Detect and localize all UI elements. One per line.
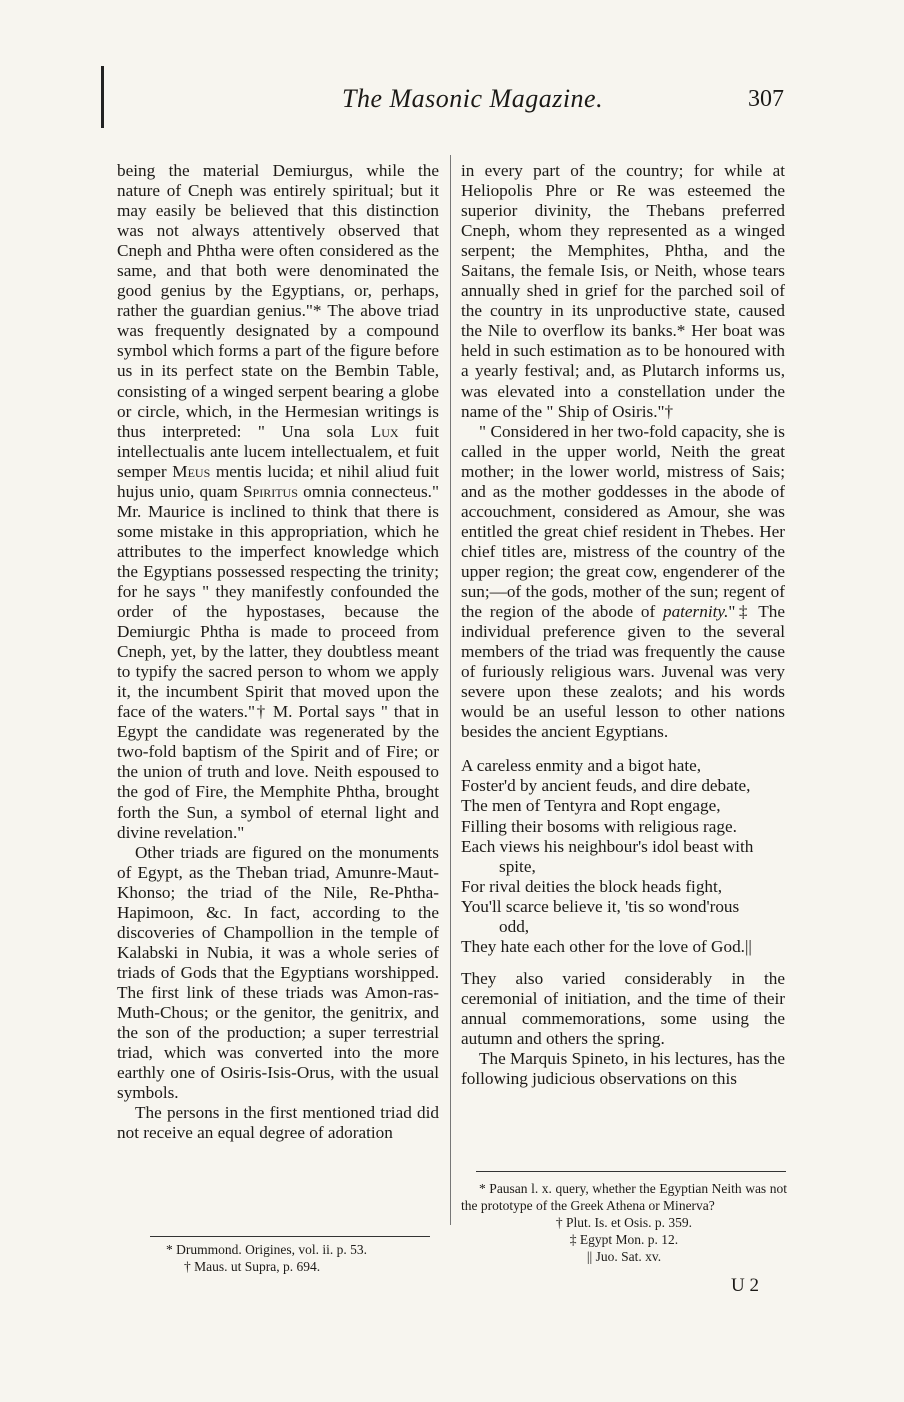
column-divider [450, 155, 451, 1225]
footnote: ‡ Egypt Mon. p. 12. [569, 1232, 679, 1247]
signature-mark: U 2 [731, 1275, 759, 1296]
footnotes-right [461, 1180, 787, 1265]
footnote: † Plut. Is. et Osis. p. 359. [555, 1215, 693, 1230]
footnote: * Pausan l. x. query, whether the Egyptian Neith was not the prototype of the Greek Athena or Minerva? [461, 1181, 787, 1213]
verse-line: They hate each other for the love of God.|| [461, 936, 752, 956]
right-paragraph-2: " Considered in her two-fold capacity, she is called in the upper world, Neith the great mother; in the lower world, mistress of Sais; and as the mother goddesses in the abode of accouchment, considered as Amour, she was entitled the great chief resident in Thebes. Her chief titles are, mistress of the country of the upper region; the great cow, engenderer of the sun;—of the gods, mother of the sun; regent of the region of the abode of paternity."‡ The individual preference given to the several members of the triad was frequently the cause of furiously religious wars. Juvenal was very severe upon these zealots; and his words would be an useful lesson to other nations besides the ancient Egyptians. [461, 421, 785, 742]
running-header-title: The Masonic Magazine. [342, 84, 604, 113]
right-column [461, 161, 785, 1089]
footnotes-left [154, 1241, 434, 1275]
verse-turnover: spite, [499, 856, 536, 876]
verse-turnover: odd, [499, 916, 530, 936]
verse-line: The men of Tentyra and Ropt engage, [461, 796, 721, 816]
verse-line: A careless enmity and a bigot hate, [461, 756, 702, 776]
right-paragraph-4: The Marquis Spineto, in his lectures, has the following judicious observations on this [461, 1049, 785, 1089]
right-paragraph-3: They also varied considerably in the ceremonial of initiation, and the time of their annual commemorations, some using the autumn and others the spring. [461, 968, 785, 1048]
footnote: * Drummond. Origines, vol. ii. p. 53. [166, 1242, 367, 1257]
footnote-rule-left [150, 1236, 430, 1237]
verse-line: You'll scarce believe it, 'tis so wond'rous [461, 896, 740, 916]
footnote: || Juo. Sat. xv. [586, 1249, 662, 1264]
left-paragraph-3: The persons in the first mentioned triad did not receive an equal degree of adoration [117, 1103, 439, 1143]
juvenal-verse [461, 756, 785, 956]
left-paragraph-2: Other triads are figured on the monuments of Egypt, as the Theban triad, Amunre-Maut-Khonso; the triad of the Nile, Re-Phtha-Hapimoon, &c. In fact, according to the discoveries of Champollion in the temple of Kalabski in Nubia, it was a whole series of triads of Gods that the Egyptians worshipped. The first link of these triads was Amon-ras-Muth-Chous; or the genitor, the genitrix, and the son of the production; a super terrestrial triad, which was converted into the more earthly one of Osiris-Isis-Orus, with the usual symbols. [117, 842, 439, 1103]
left-paragraph-1: being the material Demiurgus, while the nature of Cneph was entirely spiritual; but it may easily be believed that this distinction was not always attentively observed that Cneph and Phtha were often considered as the same, and that both were denominated the good genius by the Egyptians, or, perhaps, rather the guardian genius."* The above triad was frequently designated by a compound symbol which forms a part of the figure before us in its perfect state on the Bembin Table, consisting of a winged serpent bearing a globe or circle, which, in the Hermesian writings is thus interpreted: " Una sola Lux fuit intellectualis ante lucem intellectualem, et fuit semper Meus mentis lucida; et nihil aliud fuit hujus unio, quam Spiritus omnia connecteus." Mr. Maurice is inclined to think that there is some mistake in this appropriation, which he attributes to the imperfect knowledge which the Egyptians possessed respecting the trinity; for he says " they manifestly confounded the order of the hypostases, because the Demiurgic Phtha is made to proceed from Cneph, yet, by the latter, they doubtless meant to typify the sacred person to whom we apply it, the incumbent Spirit that moved upon the face of the waters."† M. Portal says " that in Egypt the candidate was regenerated by the two-fold baptism of the Spirit and of Fire; or the union of truth and love. Neith espoused to the god of Fire, the Memphite Phtha, brought forth the Sun, a symbol of eternal light and divine revelation." [117, 161, 439, 842]
footnote-rule-right [476, 1171, 786, 1172]
margin-rule [101, 66, 104, 128]
page-number: 307 [748, 86, 784, 112]
verse-line: For rival deities the block heads fight, [461, 876, 723, 896]
left-column [117, 161, 439, 1143]
verse-line: Foster'd by ancient feuds, and dire debate, [461, 776, 751, 796]
footnote: † Maus. ut Supra, p. 694. [184, 1259, 321, 1274]
right-paragraph-1: in every part of the country; for while at Heliopolis Phre or Re was esteemed the superior divinity, the Thebans preferred Cneph, whom they represented as a winged serpent; the Memphites, Phtha, and the Saitans, the female Isis, or Neith, whose tears annually shed in grief for the parched soil of the country in its unproductive state, caused the Nile to overflow its banks.* Her boat was held in such estimation as to be honoured with a yearly festival; and, as Plutarch informs us, was elevated into a constellation under the name of the " Ship of Osiris."† [461, 161, 785, 421]
verse-line: Each views his neighbour's idol beast with [461, 836, 754, 856]
verse-line: Filling their bosoms with religious rage. [461, 816, 737, 836]
